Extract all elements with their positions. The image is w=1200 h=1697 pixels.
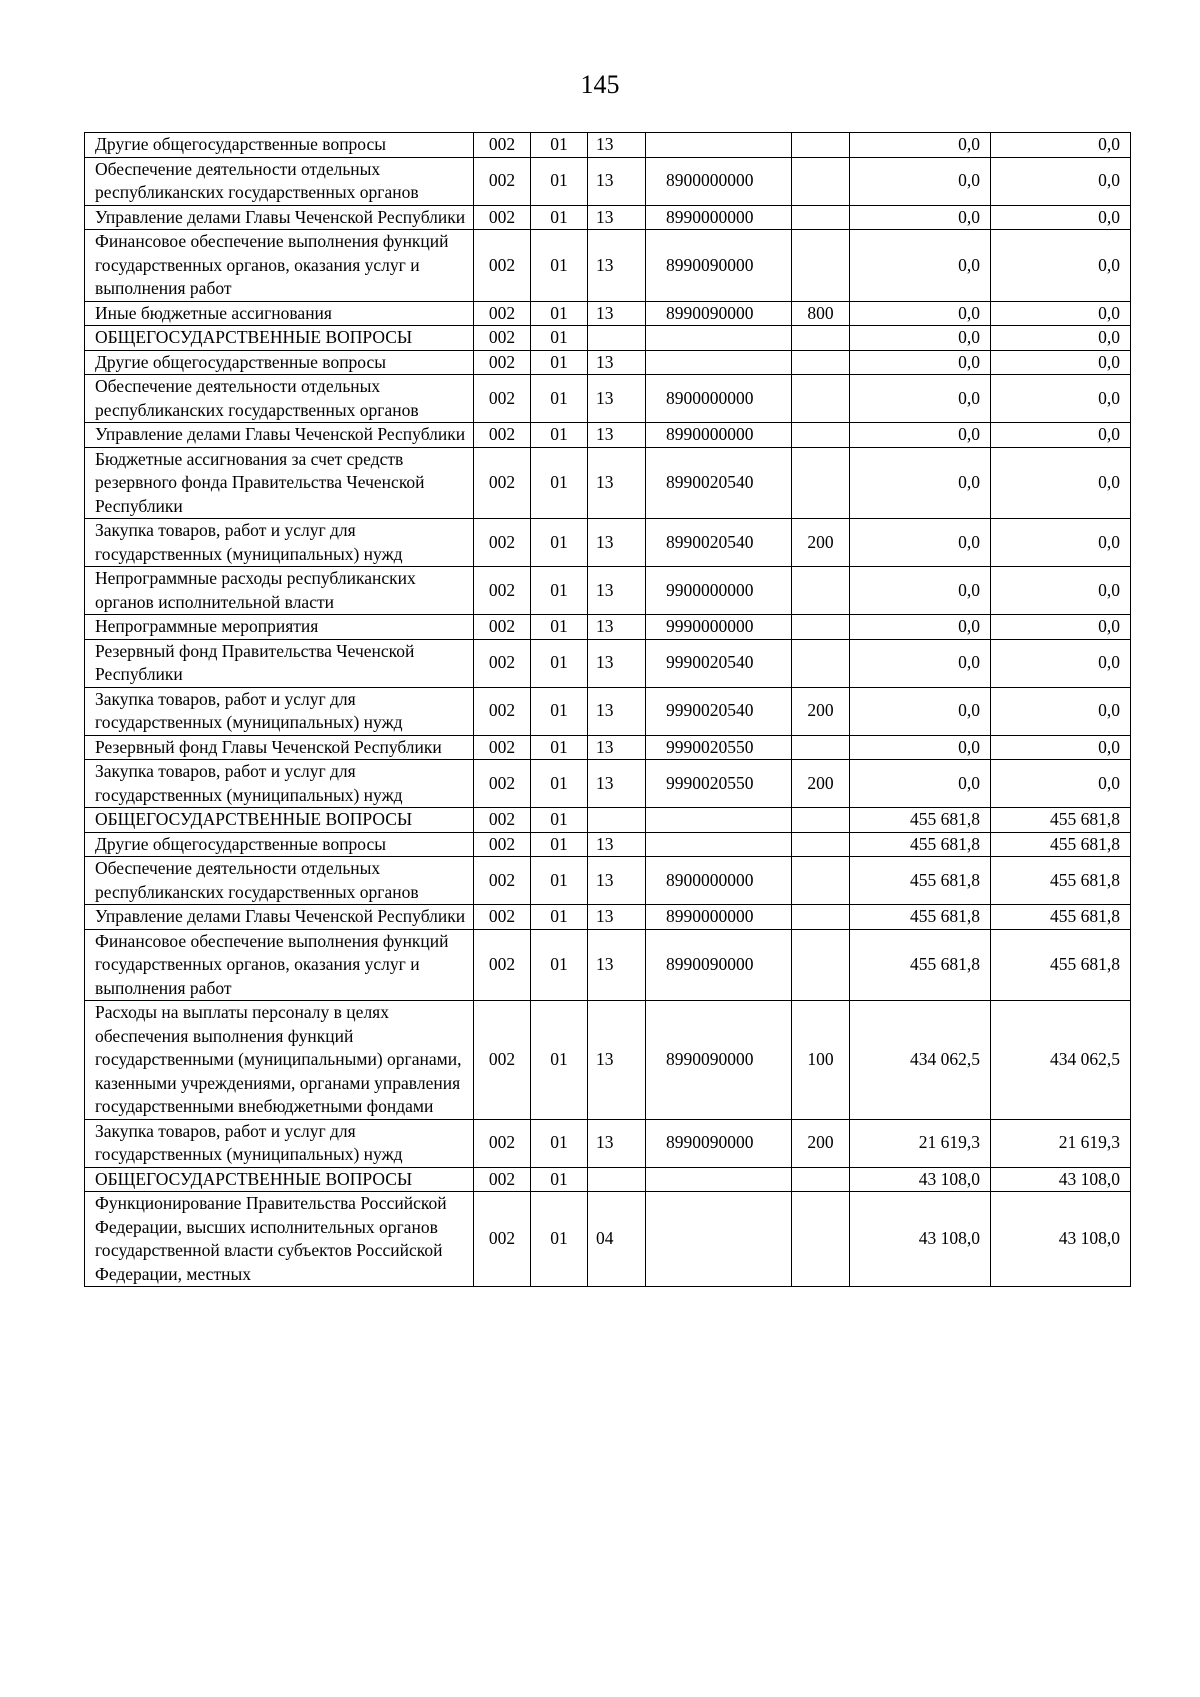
- row-amount-1: 0,0: [850, 567, 991, 615]
- row-amount-1: 455 681,8: [850, 808, 991, 833]
- row-grbs-code: 002: [474, 205, 531, 230]
- row-amount-1: 0,0: [850, 326, 991, 351]
- row-amount-2: 0,0: [991, 205, 1131, 230]
- row-grbs-code: 002: [474, 567, 531, 615]
- row-grbs-code: 002: [474, 832, 531, 857]
- table-row: [85, 1119, 1131, 1167]
- row-section-code: 01: [531, 929, 588, 1001]
- table-row: [85, 735, 1131, 760]
- row-grbs-code: 002: [474, 760, 531, 808]
- row-amount-2: 455 681,8: [991, 832, 1131, 857]
- row-expense-type-code: [792, 133, 850, 158]
- row-amount-1: 0,0: [850, 447, 991, 519]
- table-row: [85, 687, 1131, 735]
- row-name: Закупка товаров, работ и услуг для государственных (муниципальных) нужд: [85, 1119, 474, 1167]
- row-amount-1: 455 681,8: [850, 929, 991, 1001]
- row-expense-type-code: [792, 857, 850, 905]
- table-row: [85, 567, 1131, 615]
- row-target-article-code: [646, 350, 792, 375]
- row-name: Финансовое обеспечение выполнения функций государственных органов, оказания услуг и выполнения работ: [85, 929, 474, 1001]
- row-amount-1: 455 681,8: [850, 832, 991, 857]
- row-amount-2: 0,0: [991, 375, 1131, 423]
- row-target-article-code: 9990020540: [646, 687, 792, 735]
- row-grbs-code: 002: [474, 905, 531, 930]
- table-row: [85, 447, 1131, 519]
- row-grbs-code: 002: [474, 857, 531, 905]
- row-section-code: 01: [531, 1119, 588, 1167]
- row-target-article-code: 8990090000: [646, 1001, 792, 1120]
- table-row: [85, 832, 1131, 857]
- row-expense-type-code: [792, 832, 850, 857]
- row-name: Функционирование Правительства Российской Федерации, высших исполнительных органов государственной власти субъектов Российской Федерации, местных: [85, 1192, 474, 1287]
- row-expense-type-code: [792, 615, 850, 640]
- table-row: [85, 760, 1131, 808]
- row-name: Управление делами Главы Чеченской Республики: [85, 423, 474, 448]
- row-grbs-code: 002: [474, 423, 531, 448]
- row-name: Закупка товаров, работ и услуг для государственных (муниципальных) нужд: [85, 760, 474, 808]
- row-expense-type-code: [792, 1192, 850, 1287]
- budget-table: [84, 132, 1131, 1287]
- row-section-code: 01: [531, 519, 588, 567]
- row-subsection-code: 13: [588, 447, 646, 519]
- row-section-code: 01: [531, 157, 588, 205]
- table-row: [85, 519, 1131, 567]
- table-row: [85, 857, 1131, 905]
- table-row: [85, 423, 1131, 448]
- row-expense-type-code: [792, 423, 850, 448]
- row-section-code: 01: [531, 133, 588, 158]
- row-target-article-code: 8990000000: [646, 905, 792, 930]
- row-section-code: 01: [531, 423, 588, 448]
- row-grbs-code: 002: [474, 687, 531, 735]
- row-expense-type-code: 800: [792, 301, 850, 326]
- row-section-code: 01: [531, 301, 588, 326]
- table-row: [85, 133, 1131, 158]
- row-target-article-code: [646, 832, 792, 857]
- row-expense-type-code: [792, 230, 850, 302]
- row-amount-2: 455 681,8: [991, 808, 1131, 833]
- row-amount-2: 0,0: [991, 735, 1131, 760]
- row-expense-type-code: [792, 326, 850, 351]
- row-amount-1: 0,0: [850, 423, 991, 448]
- row-section-code: 01: [531, 1167, 588, 1192]
- row-section-code: 01: [531, 808, 588, 833]
- row-target-article-code: [646, 133, 792, 158]
- row-amount-1: 455 681,8: [850, 905, 991, 930]
- row-grbs-code: 002: [474, 350, 531, 375]
- row-amount-2: 21 619,3: [991, 1119, 1131, 1167]
- row-subsection-code: 13: [588, 687, 646, 735]
- row-amount-2: 0,0: [991, 519, 1131, 567]
- table-row: [85, 615, 1131, 640]
- table-row: [85, 639, 1131, 687]
- table-row: [85, 905, 1131, 930]
- row-amount-2: 0,0: [991, 326, 1131, 351]
- row-section-code: 01: [531, 205, 588, 230]
- row-amount-1: 0,0: [850, 133, 991, 158]
- row-name: Другие общегосударственные вопросы: [85, 832, 474, 857]
- table-row: [85, 929, 1131, 1001]
- row-grbs-code: 002: [474, 447, 531, 519]
- row-target-article-code: 8900000000: [646, 857, 792, 905]
- row-name: Финансовое обеспечение выполнения функций государственных органов, оказания услуг и выполнения работ: [85, 230, 474, 302]
- row-grbs-code: 002: [474, 326, 531, 351]
- row-name: Управление делами Главы Чеченской Республики: [85, 905, 474, 930]
- row-amount-1: 0,0: [850, 205, 991, 230]
- row-amount-1: 0,0: [850, 350, 991, 375]
- row-section-code: 01: [531, 639, 588, 687]
- row-subsection-code: 13: [588, 519, 646, 567]
- row-expense-type-code: 200: [792, 1119, 850, 1167]
- row-subsection-code: 13: [588, 423, 646, 448]
- row-section-code: 01: [531, 905, 588, 930]
- table-row: [85, 375, 1131, 423]
- row-subsection-code: 13: [588, 157, 646, 205]
- row-amount-1: 0,0: [850, 760, 991, 808]
- row-expense-type-code: [792, 205, 850, 230]
- row-expense-type-code: 100: [792, 1001, 850, 1120]
- row-subsection-code: 13: [588, 832, 646, 857]
- row-amount-2: 0,0: [991, 567, 1131, 615]
- row-amount-1: 0,0: [850, 375, 991, 423]
- row-subsection-code: 13: [588, 350, 646, 375]
- row-amount-1: 0,0: [850, 157, 991, 205]
- page-number: 145: [580, 70, 620, 99]
- row-subsection-code: 13: [588, 735, 646, 760]
- row-amount-1: 0,0: [850, 639, 991, 687]
- row-section-code: 01: [531, 326, 588, 351]
- row-grbs-code: 002: [474, 1001, 531, 1120]
- row-expense-type-code: [792, 639, 850, 687]
- row-subsection-code: 13: [588, 230, 646, 302]
- row-grbs-code: 002: [474, 929, 531, 1001]
- row-expense-type-code: [792, 929, 850, 1001]
- row-subsection-code: 13: [588, 301, 646, 326]
- row-amount-2: 43 108,0: [991, 1192, 1131, 1287]
- row-grbs-code: 002: [474, 735, 531, 760]
- row-grbs-code: 002: [474, 808, 531, 833]
- row-expense-type-code: 200: [792, 760, 850, 808]
- row-amount-1: 0,0: [850, 687, 991, 735]
- row-name: Другие общегосударственные вопросы: [85, 350, 474, 375]
- row-expense-type-code: [792, 905, 850, 930]
- row-grbs-code: 002: [474, 1119, 531, 1167]
- row-target-article-code: [646, 808, 792, 833]
- row-subsection-code: 13: [588, 567, 646, 615]
- row-expense-type-code: [792, 447, 850, 519]
- table-row: [85, 326, 1131, 351]
- row-amount-2: 0,0: [991, 447, 1131, 519]
- row-grbs-code: 002: [474, 639, 531, 687]
- row-amount-2: 0,0: [991, 133, 1131, 158]
- row-name: Расходы на выплаты персоналу в целях обеспечения выполнения функций государственными (муниципальными) органами, казенными учреждениями, органами управления государственными внебюджетными фондами: [85, 1001, 474, 1120]
- row-subsection-code: 13: [588, 133, 646, 158]
- row-expense-type-code: [792, 567, 850, 615]
- table-row: [85, 808, 1131, 833]
- row-section-code: 01: [531, 760, 588, 808]
- row-target-article-code: 9990020540: [646, 639, 792, 687]
- row-target-article-code: 8990090000: [646, 230, 792, 302]
- row-expense-type-code: 200: [792, 519, 850, 567]
- row-target-article-code: 9990020550: [646, 735, 792, 760]
- row-section-code: 01: [531, 567, 588, 615]
- row-target-article-code: 8990000000: [646, 205, 792, 230]
- row-name: Резервный фонд Главы Чеченской Республики: [85, 735, 474, 760]
- row-target-article-code: 8900000000: [646, 375, 792, 423]
- row-target-article-code: 8990020540: [646, 519, 792, 567]
- row-section-code: 01: [531, 350, 588, 375]
- row-grbs-code: 002: [474, 133, 531, 158]
- row-amount-1: 43 108,0: [850, 1192, 991, 1287]
- row-amount-1: 434 062,5: [850, 1001, 991, 1120]
- table-row: [85, 301, 1131, 326]
- row-expense-type-code: [792, 350, 850, 375]
- row-amount-2: 0,0: [991, 760, 1131, 808]
- row-amount-2: 0,0: [991, 350, 1131, 375]
- row-subsection-code: 13: [588, 1001, 646, 1120]
- row-grbs-code: 002: [474, 301, 531, 326]
- row-grbs-code: 002: [474, 1167, 531, 1192]
- row-amount-2: 455 681,8: [991, 929, 1131, 1001]
- row-subsection-code: 13: [588, 639, 646, 687]
- row-name: Обеспечение деятельности отдельных республиканских государственных органов: [85, 157, 474, 205]
- row-section-code: 01: [531, 832, 588, 857]
- row-amount-2: 0,0: [991, 639, 1131, 687]
- row-name: Бюджетные ассигнования за счет средств резервного фонда Правительства Чеченской Республики: [85, 447, 474, 519]
- row-amount-1: 0,0: [850, 735, 991, 760]
- row-name: Резервный фонд Правительства Чеченской Республики: [85, 639, 474, 687]
- row-amount-1: 0,0: [850, 301, 991, 326]
- row-amount-2: 0,0: [991, 423, 1131, 448]
- row-target-article-code: [646, 1167, 792, 1192]
- row-amount-1: 0,0: [850, 519, 991, 567]
- row-expense-type-code: 200: [792, 687, 850, 735]
- row-name: Закупка товаров, работ и услуг для государственных (муниципальных) нужд: [85, 519, 474, 567]
- row-subsection-code: 13: [588, 205, 646, 230]
- row-name: ОБЩЕГОСУДАРСТВЕННЫЕ ВОПРОСЫ: [85, 326, 474, 351]
- row-target-article-code: 8990090000: [646, 1119, 792, 1167]
- row-subsection-code: 13: [588, 1119, 646, 1167]
- row-amount-2: 0,0: [991, 301, 1131, 326]
- row-subsection-code: 13: [588, 857, 646, 905]
- row-subsection-code: [588, 326, 646, 351]
- row-name: Другие общегосударственные вопросы: [85, 133, 474, 158]
- row-amount-1: 455 681,8: [850, 857, 991, 905]
- row-target-article-code: 9990000000: [646, 615, 792, 640]
- table-row: [85, 230, 1131, 302]
- row-name: Обеспечение деятельности отдельных республиканских государственных органов: [85, 375, 474, 423]
- row-expense-type-code: [792, 375, 850, 423]
- row-section-code: 01: [531, 1001, 588, 1120]
- row-section-code: 01: [531, 615, 588, 640]
- row-amount-2: 455 681,8: [991, 905, 1131, 930]
- row-target-article-code: 8990020540: [646, 447, 792, 519]
- row-amount-1: 0,0: [850, 615, 991, 640]
- row-name: ОБЩЕГОСУДАРСТВЕННЫЕ ВОПРОСЫ: [85, 1167, 474, 1192]
- row-amount-1: 21 619,3: [850, 1119, 991, 1167]
- budget-table-body: [85, 133, 1131, 1287]
- row-amount-2: 0,0: [991, 615, 1131, 640]
- row-subsection-code: 13: [588, 375, 646, 423]
- row-target-article-code: 9900000000: [646, 567, 792, 615]
- table-row: [85, 157, 1131, 205]
- row-grbs-code: 002: [474, 157, 531, 205]
- row-target-article-code: [646, 1192, 792, 1287]
- row-subsection-code: [588, 808, 646, 833]
- row-amount-2: 0,0: [991, 230, 1131, 302]
- row-amount-1: 0,0: [850, 230, 991, 302]
- row-section-code: 01: [531, 857, 588, 905]
- row-section-code: 01: [531, 687, 588, 735]
- row-grbs-code: 002: [474, 1192, 531, 1287]
- row-amount-2: 455 681,8: [991, 857, 1131, 905]
- row-amount-1: 43 108,0: [850, 1167, 991, 1192]
- row-section-code: 01: [531, 1192, 588, 1287]
- row-subsection-code: 13: [588, 929, 646, 1001]
- row-name: Обеспечение деятельности отдельных республиканских государственных органов: [85, 857, 474, 905]
- row-name: Непрограммные мероприятия: [85, 615, 474, 640]
- row-grbs-code: 002: [474, 230, 531, 302]
- row-subsection-code: 04: [588, 1192, 646, 1287]
- row-amount-2: 43 108,0: [991, 1167, 1131, 1192]
- row-target-article-code: 8990000000: [646, 423, 792, 448]
- table-row: [85, 205, 1131, 230]
- row-section-code: 01: [531, 230, 588, 302]
- row-section-code: 01: [531, 735, 588, 760]
- row-amount-2: 0,0: [991, 157, 1131, 205]
- row-expense-type-code: [792, 735, 850, 760]
- row-name: Закупка товаров, работ и услуг для государственных (муниципальных) нужд: [85, 687, 474, 735]
- row-subsection-code: 13: [588, 905, 646, 930]
- table-row: [85, 1167, 1131, 1192]
- row-name: Непрограммные расходы республиканских органов исполнительной власти: [85, 567, 474, 615]
- row-subsection-code: 13: [588, 615, 646, 640]
- row-target-article-code: [646, 326, 792, 351]
- row-target-article-code: 9990020550: [646, 760, 792, 808]
- row-amount-2: 0,0: [991, 687, 1131, 735]
- row-section-code: 01: [531, 375, 588, 423]
- row-target-article-code: 8900000000: [646, 157, 792, 205]
- row-section-code: 01: [531, 447, 588, 519]
- table-row: [85, 1001, 1131, 1120]
- row-subsection-code: 13: [588, 760, 646, 808]
- row-grbs-code: 002: [474, 375, 531, 423]
- row-expense-type-code: [792, 1167, 850, 1192]
- row-amount-2: 434 062,5: [991, 1001, 1131, 1120]
- row-grbs-code: 002: [474, 615, 531, 640]
- table-row: [85, 1192, 1131, 1287]
- row-target-article-code: 8990090000: [646, 301, 792, 326]
- row-expense-type-code: [792, 808, 850, 833]
- row-name: Управление делами Главы Чеченской Республики: [85, 205, 474, 230]
- row-expense-type-code: [792, 157, 850, 205]
- row-subsection-code: [588, 1167, 646, 1192]
- row-target-article-code: 8990090000: [646, 929, 792, 1001]
- row-name: Иные бюджетные ассигнования: [85, 301, 474, 326]
- table-row: [85, 350, 1131, 375]
- row-name: ОБЩЕГОСУДАРСТВЕННЫЕ ВОПРОСЫ: [85, 808, 474, 833]
- row-grbs-code: 002: [474, 519, 531, 567]
